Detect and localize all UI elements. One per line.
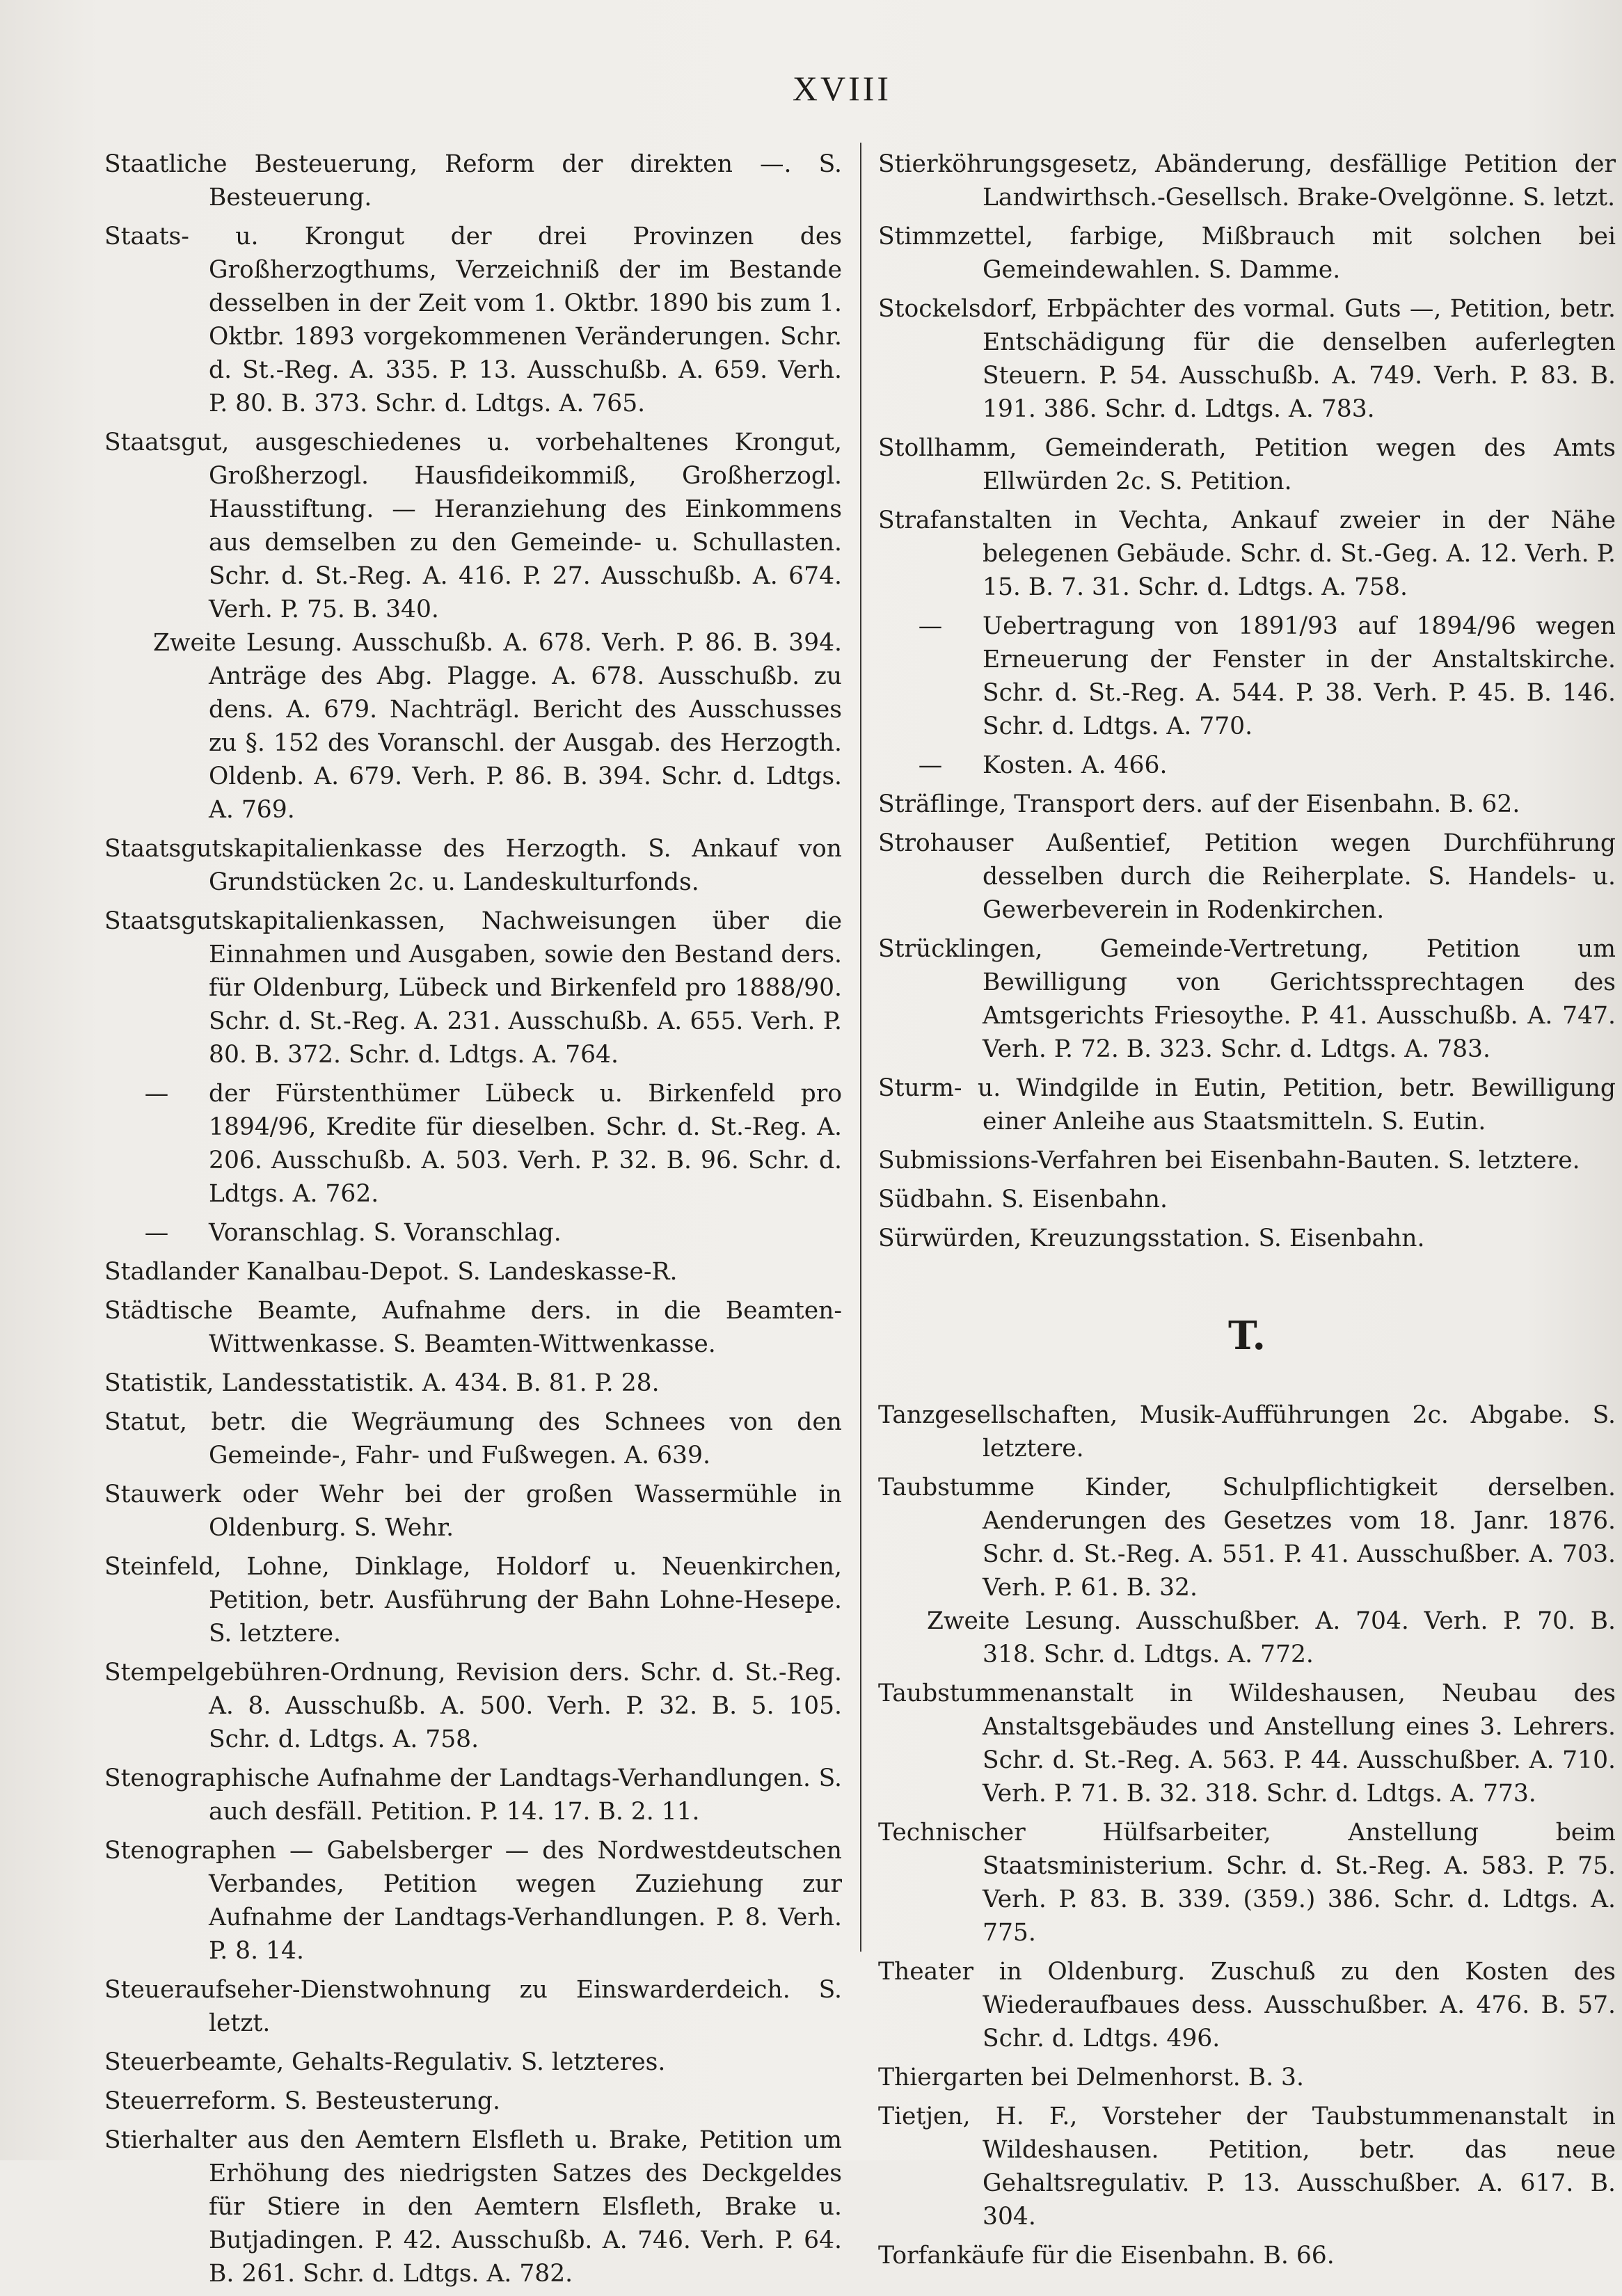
index-entry: Steinfeld, Lohne, Dinklage, Holdorf u. Neuenkirchen, Petition, betr. Ausführung der Bahn Lohne-Hesepe. S. letztere. [104, 1553, 842, 1648]
index-entry: Steuerbeamte, Gehalts-Regulativ. S. letzteres. [104, 2048, 666, 2076]
index-entry: Statistik, Landesstatistik. A. 434. B. 81. P. 28. [104, 1369, 660, 1397]
index-entry: Technischer Hülfsarbeiter, Anstellung beim Staatsministerium. Schr. d. St.-Reg. A. 583. P. 75. Verh. P. 83. B. 339. (359.) 386. Schr. d. Ldtgs. A. 775. [878, 1819, 1616, 1947]
index-entry: Tanzgesellschaften, Musik-Aufführungen 2c. Abgabe. S. letztere. [878, 1401, 1616, 1462]
index-entry: Staatliche Besteuerung, Reform der direkten —. S. Besteuerung. [104, 150, 842, 212]
page-number: XVIII [792, 69, 892, 108]
left-column [104, 148, 842, 2296]
index-entry: Strücklingen, Gemeinde-Vertretung, Petition um Bewilligung von Gerichtssprechtagen des Amtsgerichts Friesoythe. P. 41. Ausschußb. A. 747. Verh. P. 72. B. 323. Schr. d. Ldtgs. A. 783. [878, 935, 1616, 1063]
index-subentry-text: Voranschlag. S. Voranschlag. [209, 1219, 562, 1247]
index-entry: Städtische Beamte, Aufnahme ders. in die Beamten-Wittwenkasse. S. Beamten-Wittwenkasse. [104, 1297, 842, 1358]
index-entry: Stimmzettel, farbige, Mißbrauch mit solchen bei Gemeindewahlen. S. Damme. [878, 223, 1616, 284]
right-column [878, 148, 1616, 2278]
index-subentry-text: Kosten. A. 466. [983, 751, 1168, 779]
index-entry: Stauwerk oder Wehr bei der großen Wassermühle in Oldenburg. S. Wehr. [104, 1481, 842, 1542]
index-entry: Thiergarten bei Delmenhorst. B. 3. [878, 2064, 1304, 2091]
column-divider [860, 143, 861, 1952]
index-entry: Stempelgebühren-Ordnung, Revision ders. Schr. d. St.-Reg. A. 8. Ausschußb. A. 500. Verh. P. 32. B. 5. 105. Schr. d. Ldtgs. A. 758. [104, 1659, 842, 1753]
index-subentry-text: der Fürstenthümer Lübeck u. Birkenfeld pro 1894/96, Kredite für dieselben. Schr. d. St.-Reg. A. 206. Ausschußb. A. 503. Verh. P. 32. B. 96. Schr. d. Ldtgs. A. 762. [209, 1080, 842, 1208]
index-entry: Staatsgut, ausgeschiedenes u. vorbehaltenes Krongut, Großherzogl. Hausfideikommiß, Großherzogl. Hausstiftung. — Heranziehung des Einkommens aus demselben zu den Gemeinde- u. Schullasten. Schr. d. St.-Reg. A. 416. P. 27. Ausschußb. A. 674. Verh. P. 75. B. 340. [104, 429, 842, 623]
index-subentry [878, 609, 1616, 743]
dash-mark: — [144, 1219, 169, 1247]
dash-mark: — [918, 612, 943, 640]
index-entry: Steuerreform. S. Besteusterung. [104, 2087, 500, 2115]
dash-mark: — [918, 751, 943, 779]
index-entry: Stockelsdorf, Erbpächter des vormal. Guts —, Petition, betr. Entschädigung für die denselben auferlegten Steuern. P. 54. Ausschußb. A. 749. Verh. P. 83. B. 191. 386. Schr. d. Ldtgs. A. 783. [878, 295, 1616, 423]
index-subentry [104, 1077, 842, 1211]
index-entry: Taubstumme Kinder, Schulpflichtigkeit derselben. Aenderungen des Gesetzes vom 18. Janr. 1876. Schr. d. St.-Reg. A. 551. P. 41. Ausschußber. A. 703. Verh. P. 61. B. 32. [878, 1474, 1616, 1602]
index-subentry: Zweite Lesung. Ausschußber. A. 704. Verh. P. 70. B. 318. Schr. d. Ldtgs. A. 772. [927, 1607, 1616, 1668]
index-subentry: Zweite Lesung. Ausschußb. A. 678. Verh. P. 86. B. 394. Anträge des Abg. Plagge. A. 678. Ausschußb. zu dens. A. 679. Nachträgl. Bericht des Ausschusses zu §. 152 des Voranschl. der Ausgab. des Herzogth. Oldenb. A. 679. Verh. P. 86. B. 394. Schr. d. Ldtgs. A. 769. [153, 629, 842, 824]
index-subentry-text: Uebertragung von 1891/93 auf 1894/96 wegen Erneuerung der Fenster in der Anstaltskirche. Schr. d. St.-Reg. A. 544. P. 38. Verh. P. 45. B. 146. Schr. d. Ldtgs. A. 770. [983, 612, 1616, 740]
index-subentry [878, 749, 1616, 782]
index-entry: Stenographische Aufnahme der Landtags-Verhandlungen. S. auch desfäll. Petition. P. 14. 17. B. 2. 11. [104, 1764, 842, 1826]
index-entry: Stenographen — Gabelsberger — des Nordwestdeutschen Verbandes, Petition wegen Zuziehung zur Aufnahme der Landtags-Verhandlungen. P. 8. Verh. P. 8. 14. [104, 1837, 842, 1965]
index-entry: Torfankäufe für die Eisenbahn. B. 66. [878, 2242, 1335, 2270]
index-entry: Strohauser Außentief, Petition wegen Durchführung desselben durch die Reiherplate. S. Handels- u. Gewerbeverein in Rodenkirchen. [878, 829, 1616, 924]
index-entry: Stadlander Kanalbau-Depot. S. Landeskasse-R. [104, 1258, 678, 1286]
index-entry: Theater in Oldenburg. Zuschuß zu den Kosten des Wiederaufbaues dess. Ausschußber. A. 476. B. 57. Schr. d. Ldtgs. 496. [878, 1958, 1616, 2052]
index-subentry [104, 1216, 842, 1250]
index-entry: Stollhamm, Gemeinderath, Petition wegen des Amts Ellwürden 2c. S. Petition. [878, 434, 1616, 495]
index-entry: Strafanstalten in Vechta, Ankauf zweier in der Nähe belegenen Gebäude. Schr. d. St.-Geg. A. 12. Verh. P. 15. B. 7. 31. Schr. d. Ldtgs. A. 758. [878, 507, 1616, 601]
section-letter-heading: T. [1228, 1313, 1266, 1359]
index-entry: Sürwürden, Kreuzungsstation. S. Eisenbahn. [878, 1225, 1425, 1252]
index-entry: Stierhalter aus den Aemtern Elsfleth u. Brake, Petition um Erhöhung des niedrigsten Satzes des Deckgeldes für Stiere in den Aemtern Elsfleth, Brake u. Butjadingen. P. 42. Ausschußb. A. 746. Verh. P. 64. B. 261. Schr. d. Ldtgs. A. 782. [104, 2126, 842, 2288]
index-entry: Taubstummenanstalt in Wildeshausen, Neubau des Anstaltsgebäudes und Anstellung eines 3. Lehrers. Schr. d. St.-Reg. A. 563. P. 44. Ausschußber. A. 710. Verh. P. 71. B. 32. 318. Schr. d. Ldtgs. A. 773. [878, 1680, 1616, 1808]
index-entry: Stierköhrungsgesetz, Abänderung, desfällige Petition der Landwirthsch.-Gesellsch. Brake-Ovelgönne. S. letzt. [878, 150, 1616, 212]
index-entry: Sturm- u. Windgilde in Eutin, Petition, betr. Bewilligung einer Anleihe aus Staatsmitteln. S. Eutin. [878, 1074, 1616, 1135]
dash-mark: — [144, 1080, 169, 1108]
index-entry: Tietjen, H. F., Vorsteher der Taubstummenanstalt in Wildeshausen. Petition, betr. das neue Gehaltsregulativ. P. 13. Ausschußber. A. 617. B. 304. [878, 2103, 1616, 2231]
index-entry: Staatsgutskapitalienkassen, Nachweisungen über die Einnahmen und Ausgaben, sowie den Bestand ders. für Oldenburg, Lübeck und Birkenfeld pro 1888/90. Schr. d. St.-Reg. A. 231. Ausschußb. A. 655. Verh. P. 80. B. 372. Schr. d. Ldtgs. A. 764. [104, 907, 842, 1069]
index-entry: Südbahn. S. Eisenbahn. [878, 1186, 1168, 1213]
index-entry: Staats- u. Krongut der drei Provinzen des Großherzogthums, Verzeichniß der im Bestande desselben in der Zeit vom 1. Oktbr. 1890 bis zum 1. Oktbr. 1893 vorgekommenen Veränderungen. Schr. d. St.-Reg. A. 335. P. 13. Ausschußb. A. 659. Verh. P. 80. B. 373. Schr. d. Ldtgs. A. 765. [104, 223, 842, 417]
index-entry: Staatsgutskapitalienkasse des Herzogth. S. Ankauf von Grundstücken 2c. u. Landeskulturfonds. [104, 835, 842, 896]
index-entry: Sträflinge, Transport ders. auf der Eisenbahn. B. 62. [878, 790, 1520, 818]
index-entry: Steueraufseher-Dienstwohnung zu Einswarderdeich. S. letzt. [104, 1976, 842, 2037]
index-entry: Statut, betr. die Wegräumung des Schnees von den Gemeinde-, Fahr- und Fußwegen. A. 639. [104, 1408, 842, 1469]
index-entry: Submissions-Verfahren bei Eisenbahn-Bauten. S. letztere. [878, 1147, 1580, 1174]
